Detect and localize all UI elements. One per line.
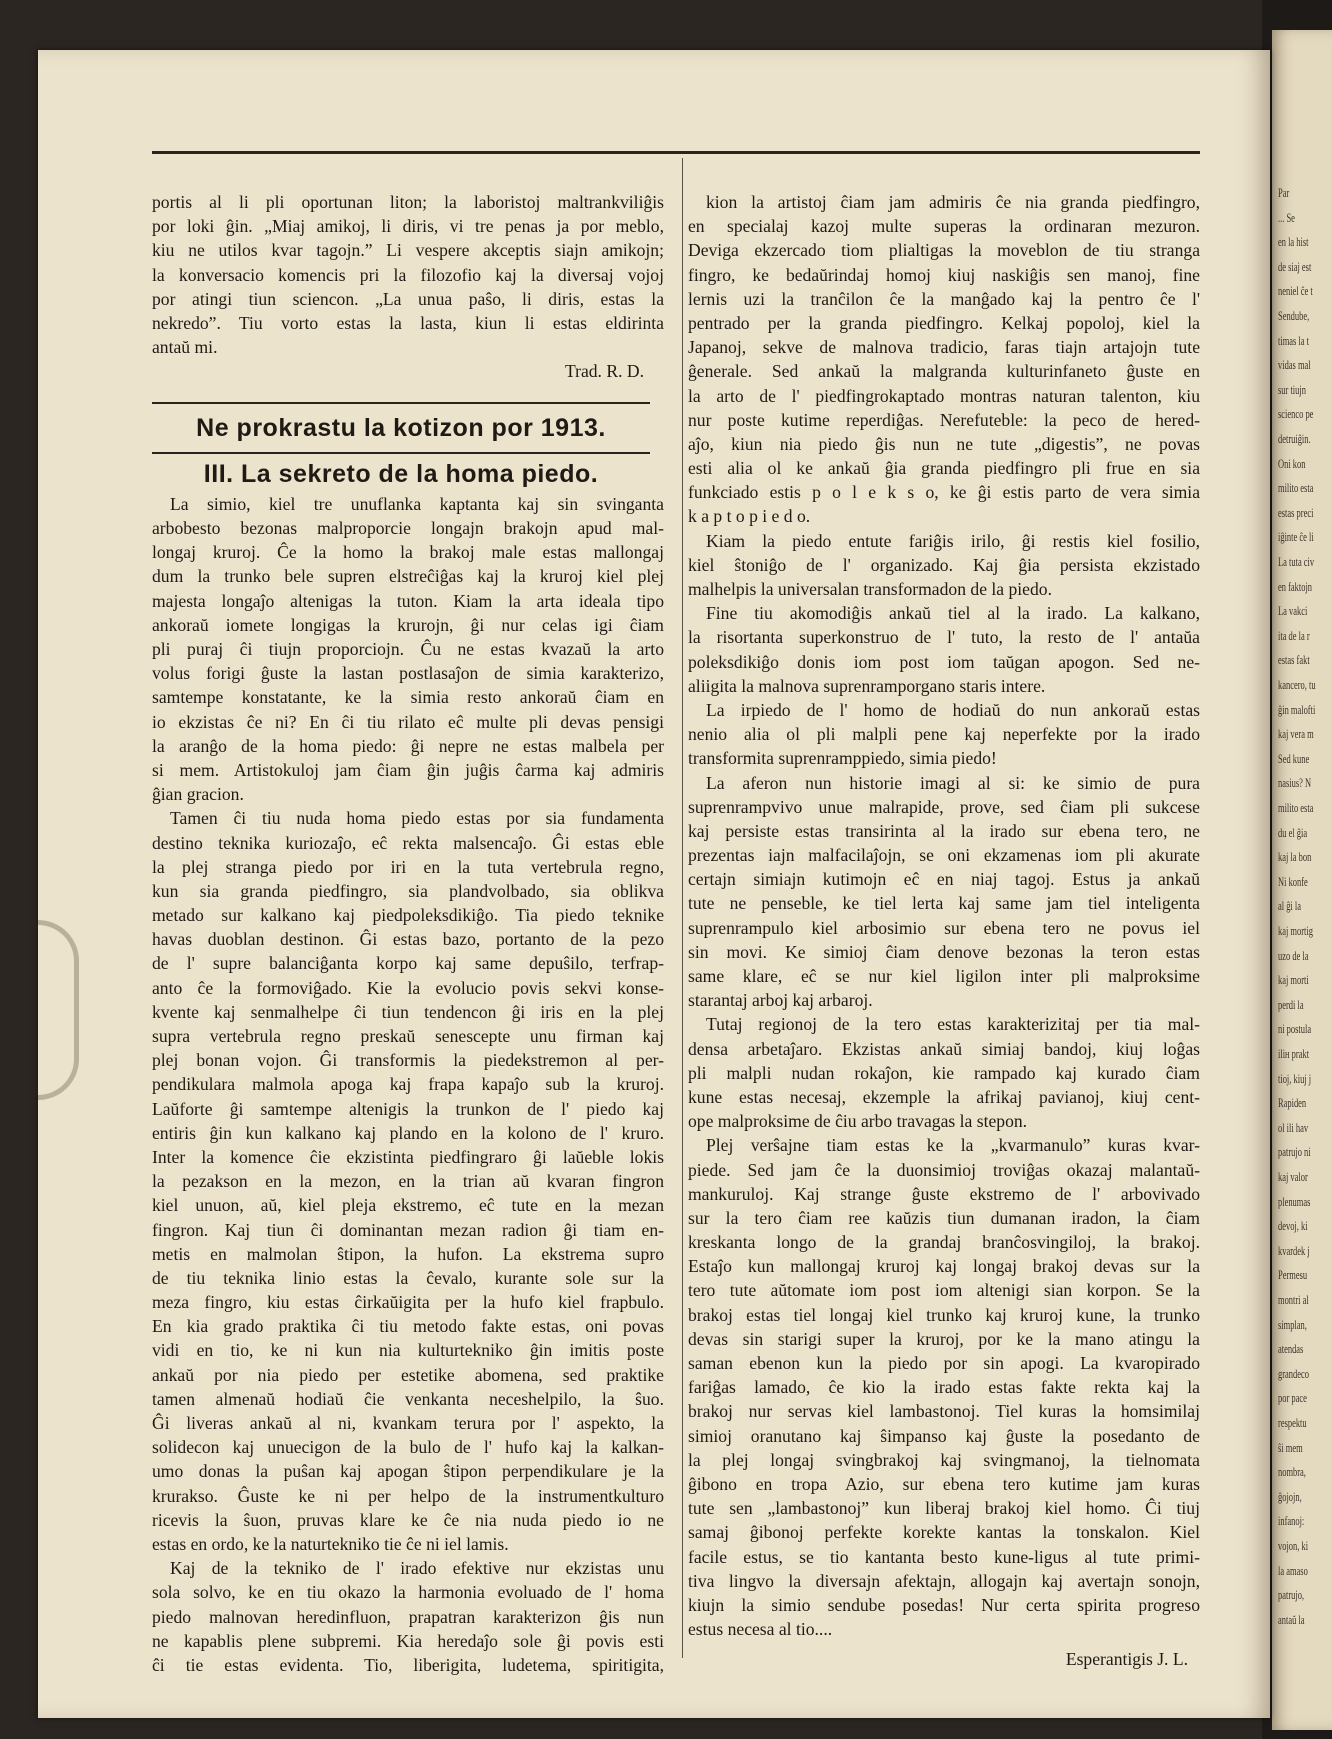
text-line: La aferon nun historie imagi al si: ke simio de pura [706,772,1200,793]
text-line: longaj kruroj. Ĉe la homo la brakoj male estas mallongaj [152,542,664,563]
text-line: piede. Sed jam ĉe la duonsimioj troviĝas okazaj malantaŭ- [688,1159,1200,1180]
text-line: la aranĝo de la homa piedo: ĝi nepre ne estas malbela per [152,735,664,756]
article-paragraph [688,771,1200,1013]
adjacent-page-fragment: timas la t [1278,332,1309,348]
text-line: Inter la komence ĉie ekzistinta piedfingraro ĝi laŭeble lokis [152,1146,664,1167]
text-line: tute sen „lambastonoj” kun liberaj brakoj kiel homo. Ĉi tiuj [688,1498,1200,1519]
adjacent-page-fragment: Permesu [1278,1267,1308,1283]
text-line: brakoj estas tiel longaj kiel trunko kaj kruroj kune, la trunko [688,1304,1200,1325]
text-line: devas sin starigi super la kruroj, por ke la mano atingu la [688,1328,1200,1349]
text-line: portis al li pli oportunan liton; la laboristoj maltrankviliĝis [152,192,664,212]
text-line: ricevis la ŝuon, pruvas klare ke ĉe nia nuda piedo io ne [152,1509,664,1530]
adjacent-page-fragment: iĝinte ĉe li [1278,529,1314,545]
adjacent-page-fragment: nasius? N [1278,775,1312,791]
adjacent-page-fragment: du el ĝia [1278,824,1308,840]
text-line: anto ĉe la formoviĝado. Kie la evolucio povis sekvi konse- [152,977,664,998]
text-line: supra vertebrula regno preskaŭ senescepte unu firman kaj [152,1026,664,1047]
text-line: Estaĵo kun mallongaj kruroj kaj longaj brakoj devas sur la [688,1256,1200,1277]
text-line: meza fingro, kiu estas ĉirkaŭigita per la hufo kiel frapbulo. [152,1292,664,1313]
adjacent-page-fragment: ĝojojn, [1278,1488,1302,1504]
adjacent-page-fragment: milito esta [1278,800,1314,815]
text-line: pli malpli nudan rokaĵon, kie rampado kaj kurado ĉiam [688,1062,1200,1083]
text-line: pli puraj ĉi tiujn proporciojn. Ĉu ne estas kvazaŭ la arto [152,639,664,660]
adjacent-page-fragment: montri al [1278,1292,1309,1307]
text-line: kiu ne utilos kvar tagojn.” Li vespere akceptis siajn amikojn; [152,240,664,261]
text-line: Plej verŝajne tiam estas ke la „kvarmanulo” kuras kvar- [706,1135,1200,1156]
right-column [688,190,1200,1671]
adjacent-page-fragment: detruiĝin. [1278,431,1311,446]
text-line: starantaj arboj kaj arbaroj. [688,990,873,1011]
column-divider [682,158,683,1658]
adjacent-page-fragment: patrujo ni [1278,1144,1311,1160]
adjacent-page-fragment: uzo de la [1278,947,1309,963]
text-line: pentrado per la granda piedfingro. Kelkaj popoloj, kiel la [688,312,1200,333]
adjacent-page-fragment: atendas [1278,1341,1304,1357]
adjacent-page-fragment: nombra, [1278,1464,1306,1480]
text-line: densa arbetaĵaro. Ekzistas ankaŭ simiaj bandoj, kiuj loĝas [688,1038,1200,1059]
text-line: umo donas la puŝan kaj apogan ŝtipon perpendikulare je la [152,1461,664,1482]
text-line: ĝian gracion. [152,784,244,805]
text-line: kvente kaj senmalhelpe ĉi tiun tendencon ĝi iris en la plej [152,1001,664,1022]
text-line: Kiam la piedo entute fariĝis irilo, ĝi restis kiel fosilio, [706,530,1200,551]
text-line: lernis uzi la tranĉilon ĉe la manĝado kaj la pentro ĉe l' [688,288,1200,309]
text-line: estus necesa al tio.... [688,1619,833,1640]
text-line: facile estus, se tio kantanta besto kune-ligus al tute primi- [688,1546,1200,1567]
translator-credit: Trad. R. D. [564,361,644,382]
text-line: fingron. Kaj tiun ĉi dominantan mezan radion ĝi tiam en- [152,1219,664,1240]
adjacent-page-fragment: en la hist [1278,234,1309,250]
text-line: por loki ĝin. „Miaj amikoj, li diris, vi tre penas ja por meblo, [152,216,664,237]
text-line: nenio alia ol pli malpli pene kaj neperfekte por la irado [688,724,1200,745]
text-line: kun sia granda piedfingro, sia plandvolbado, sia oblikva [152,880,664,901]
article-paragraph [688,1133,1200,1641]
adjacent-page-fragment: grandeco [1278,1365,1309,1381]
text-line: Ĝi liveras ankaŭ al ni, kvankam terura por l' aspekto, la [152,1413,664,1434]
text-line: fingro, ke bedaŭrindaj homoj kiuj naskiĝis sen manoj, fine [688,264,1200,285]
adjacent-page-fragment: ol ili hav [1278,1119,1309,1135]
adjacent-page-fragment: devoj, ki [1278,1218,1308,1234]
text-line: sur la tero ĉiam ree kaŭzis tiun dumanan iradon, la ĉiam [688,1207,1200,1228]
adjacent-page-fragment: ita de la r [1278,627,1310,643]
text-line: kreskanta longo de la grandaj branĉosvingiloj, la brakoj. [688,1232,1200,1253]
text-line: kiel unuon, aŭ, kiel pleja ekstremo, eĉ tute en la mezan [152,1195,664,1216]
text-line: brakoj nur servas kiel lambastonoj. Tiel kuras la homsimilaj [688,1401,1200,1422]
adjacent-page-fragment: estas preci [1278,504,1314,520]
text-line: La irpiedo de l' homo de hodiaŭ do nun ankoraŭ estas [706,699,1200,720]
text-line: la konversacio komencis pri la filozofio kaj la diversaj vojoj [152,264,664,285]
adjacent-page-fragment: de siaj est [1278,258,1312,274]
adjacent-page-fragment: en faktojn [1278,578,1313,594]
adjacent-page-fragment: Ni konfe [1278,873,1308,889]
text-line: aĵo, kiun nia piedo ĝis nun ne tute „digestis”, ne povas [688,433,1200,454]
adjacent-page-fragment: Oni kon [1278,455,1306,471]
text-line: sola solvo, ke en tiu okazo la harmonia evoluado de l' homa [152,1582,664,1603]
adjacent-page-fragment: plenumas [1278,1193,1311,1209]
adjacent-page-fragment: kaj la bon [1278,849,1312,865]
text-line: transformita suprenramppiedo, simia piedo! [688,748,997,769]
text-line: mankuruloj. Kaj strange ĝuste ekstremo de l' arbovivado [688,1183,1200,1204]
adjacent-page-fragment: respektu [1278,1415,1307,1430]
adjacent-page-fragment: estas fakt [1278,652,1310,668]
adjacent-page-fragment: milito esta [1278,480,1314,496]
text-line: ĝenerale. Sed ankaŭ la malgranda kulturinfaneto ĝuste en [688,361,1200,382]
text-line: aliigita la malnova suprenramporgano staris intere. [688,675,1046,696]
adjacent-page-fragment: kancero, tu [1278,677,1316,692]
text-line: k a p t o p i e d o. [688,506,811,527]
section-rule [152,452,650,454]
text-line: esti alia ol ke ankaŭ ĝia granda piedfingro pli frue en sia [688,458,1200,479]
article-paragraph [688,190,1200,529]
adjacent-page-fragment: al ĝi la [1278,898,1302,914]
text-line: la arto de l' piedfingrokaptado montras naturan talenton, kiu [688,385,1200,406]
text-line: Japanoj, sekve de malnova tradicio, faras tiajn artajojn tute [688,337,1200,358]
adjacent-page-fragment: ... Se [1278,209,1295,225]
text-line: de l' supre balanciĝanta korpo kaj same depuŝilo, terfrap- [152,953,664,974]
text-line: plej bonan vojon. Ĝi transformis la piedekstremon al per- [152,1050,664,1071]
section-rule [152,402,650,404]
adjacent-page-fragment: sur tiujn [1278,381,1306,397]
adjacent-page-fragment: Par [1278,185,1290,200]
signature: Esperantigis J. L. [1065,1649,1188,1670]
article-paragraph [152,806,664,1556]
text-line: pendikulara malmola apoga kaj frapa kapaĵo sub la kruroj. [152,1074,664,1095]
text-line: fariĝas lamado, ĉe kio la irado estas fakte rekta kaj la [688,1377,1200,1398]
adjacent-page-fragment: infanoj: [1278,1513,1305,1529]
text-line: samaj ĝibonoj perfekte korekte kantas la tonskalon. Kiel [688,1522,1200,1543]
text-line: por atingi tiun sciencon. „La unua paŝo, li diris, estas la [152,288,664,309]
text-line: ne kapablis plene subpremi. Kia heredaĵo sole ĝi povis esti [152,1630,664,1651]
text-line: tamen almenaŭ hodiaŭ ĉie venkanta neceshelpilo, la ŝuo. [152,1388,664,1409]
text-line: nekredo”. Tiu vorto estas la lasta, kiun li estas eldirinta [152,312,664,333]
text-line: en specialaj kazoj multe superas la ordinaran mezuron. [688,216,1200,237]
text-line: En kia grado praktika ĉi tiu metodo fakte estas, oni povas [152,1316,664,1337]
text-line: la plej stranga piedo por iri en la tuta vertebrula regno, [152,856,664,877]
text-line: io ekzistas ĉe ni? En ĉi tiu rilato eĉ multe pli devas pensigi [152,711,664,732]
text-line: same klare, eĉ se nur kiel ligilon inter pli malproksime [688,966,1200,986]
text-line: saman ebenon kun la piedo por sin apogi. La kvaropirado [688,1353,1200,1373]
left-column [152,190,664,1677]
adjacent-page-fragment: kaj mortig [1278,923,1313,938]
text-line: havas duoblan destinon. Ĝi estas bazo, portanto de la pezo [152,929,664,950]
text-line: simioj oranutano kaj ŝimpanso kaj ĝuste la posedanto de [688,1425,1200,1446]
text-line: ankaŭ por nia piedo per estetike abomena, sed praktike [152,1364,664,1385]
text-line: si mem. Artistokuloj jam ĉiam ĝin juĝis ĉarma kaj admiris [152,759,664,780]
text-line: kaj persiste estas transirinta al la irado sur ebena tero, ne [688,820,1200,841]
adjacent-page-fragment: Rapiden [1278,1095,1307,1111]
text-line: sin movi. Ke simioj ĉiam denove bezonas la teron estas [688,941,1200,962]
text-line: volus forigi ĝuste la lastan postlasaĵon de simia karakterizo, [152,663,664,684]
text-line: ankoraŭ iomete longigas la krurojn, ĝi nur celas igi ĉiam [152,614,664,635]
text-line: la risortanta superkonstruo de l' tuto, la resto de l' antaŭa [688,627,1200,648]
text-line: dum la trunko bele supren elstreĉiĝas kaj la kruroj kiel plej [152,566,664,587]
adjacent-page-fragment: vidas mal [1278,357,1311,373]
text-line: nur poste kutime reperdiĝas. Nerefuteble: la peco de hered- [688,409,1200,430]
text-line: antaŭ mi. [152,337,218,358]
article-paragraph [688,1012,1200,1133]
text-line: tute ne penseble, ke tiel lerta kaj same jam tiel inteligenta [688,893,1200,914]
text-line: suprenrampvivo unue malrapide, prove, sed ĉiam pli sukcese [688,796,1200,817]
article-paragraph [688,529,1200,602]
adjacent-page-fragment: kaj morti [1278,972,1309,988]
text-line: prezentas iajn malfacilaĵojn, se oni ekzamenas iom pli akurate [688,845,1200,866]
adjacent-page-fragment: tioj, kiuj j [1278,1070,1312,1086]
adjacent-page-fragment: antaŭ la [1278,1611,1305,1627]
text-line: tiva lingvo la diversajn afektajn, allogajn kaj avertajn sonojn, [688,1570,1200,1591]
text-line: ope malproksime de ĉiu arbo travagas la stepon. [688,1111,1028,1132]
adjacent-page-fragment: Sendube, [1278,308,1310,323]
text-line: destino teknika kuriozaĵo, eĉ rekta malsencaĵo. Ĝi estas eble [152,832,664,853]
text-line: vidi en tio, ke ni kun nia kulturtekniko ĝin imitis poste [152,1340,664,1361]
text-line: poleksdikiĝo donis iom post iom taŭgan apogon. Sed ne- [688,651,1200,672]
text-line: La simio, kiel tre unuflanka kaptanta kaj sin svinganta [170,493,664,514]
text-line: entiris ĝin kun kalkano kaj plando en la kolono de l' kruro. [152,1122,664,1143]
top-rule [152,151,1200,154]
text-line: suprenrampulo kiel arbosimio sur ebena tero ne povus iel [688,917,1200,938]
text-line: metado sur kalkano kaj piedpoleksdikiĝo. Tia piedo teknike [152,905,664,926]
text-line: la pezakson en la mezon, en la trian aŭ kvaran fingron [152,1171,664,1192]
adjacent-page-fragment: vojon, ki [1278,1538,1309,1553]
text-line: estas en ordo, ke la naturtekniko tie ĉe ni iel lamis. [152,1533,509,1554]
adjacent-page-fragment: kaj vera m [1278,726,1314,742]
adjacent-page-fragment: patrujo, [1278,1587,1305,1603]
text-line: arbobesto bezonas malproporcie longajn brakojn apud mal- [152,518,664,539]
adjacent-page-fragment: iliн prakt [1278,1046,1310,1061]
text-line: funkciado estis p o l e k s o, ke ĝi estis parto de vera simia [688,482,1200,503]
text-line: piedo malnovan heredinfluon, prapatran karakterizon ĝis nun [152,1606,664,1627]
adjacent-page-fragment: kvardek j [1278,1242,1310,1258]
text-line: samtempe konstatante, ke la simia resto ankoraŭ ĉiam en [152,687,664,708]
adjacent-page-fragment: ni postula [1278,1021,1312,1037]
adjacent-page-fragment: perdi la [1278,996,1304,1012]
text-line: ĝibono en tropa Azio, sur ebena tero kutime jam kuras [688,1473,1200,1494]
adjacent-page [1272,30,1332,1730]
text-line: Tamen ĉi tiu nuda homa piedo estas por sia fundamenta [170,808,664,829]
text-line: malhelpis la universalan transformadon de la piedo. [688,579,1052,599]
article-paragraph [152,492,664,806]
text-line: certajn simiajn kutimojn eĉ en niaj tagoj. Estus ja ankaŭ [688,869,1200,890]
text-line: metis en malmolan ŝtipon, la hufon. La ekstrema supro [152,1243,664,1264]
article-paragraph [688,698,1200,771]
adjacent-page-fragment: la amaso [1278,1562,1308,1578]
text-line: Tutaj regionoj de la tero estas karakterizitaj per tia mal- [706,1014,1200,1035]
text-line: krurakso. Ĝuste ke ni per helpo de la instrumentkulturo [152,1485,664,1506]
text-line: majesta longaĵo altenigas la tuton. Kiam la arta ideala tipo [152,590,664,611]
article-paragraph [688,601,1200,698]
adjacent-page-fragment: scienco pe [1278,406,1314,422]
binding-clip-mark [38,920,79,1100]
text-line: ĉi tie estas evidenta. Tio, liberigita, ludetema, spiritigita, [152,1654,664,1675]
article-title: III. La sekreto de la homa piedo. [203,459,599,488]
adjacent-page-fragment: La tuta civ [1278,554,1315,569]
text-line: kiujn la simio sendube posedas! Nur certa spirita progreso [688,1594,1200,1615]
text-line: Fine tiu akomodiĝis ankaŭ tiel al la irado. La kalkano, [706,603,1200,624]
adjacent-page-fragment: neniel ĉe t [1278,283,1313,299]
adjacent-page-fragment: ŝi mem [1278,1439,1303,1455]
notice-heading: Ne prokrastu la kotizon por 1913. [196,413,606,442]
adjacent-page-fragment: por pace [1278,1390,1307,1406]
adjacent-page-fragment: Sed kune [1278,750,1310,766]
text-line: Deviga ekzercado tiom plialtigas la moveblon de tiu stranga [688,240,1200,261]
text-line: kiel ŝtoniĝo de l' organizado. Kaj ĝia persista ekzistado [688,554,1200,575]
text-line: kion la artistoj ĉiam jam admiris ĉe nia granda piedfingro, [706,192,1200,212]
intro-paragraph [152,190,664,359]
adjacent-page-fragment: ĝin malofti [1278,701,1316,717]
text-line: Kaj de la tekniko de l' irado efektive nur ekzistas unu [170,1558,664,1579]
adjacent-page-fragment: La vakci [1278,603,1308,619]
text-line: solidecon kaj unuecigon de la bulo de l' hufo kaj la kalkan- [152,1437,664,1458]
article-paragraph [152,1556,664,1677]
text-line: la plej longaj svingbrakoj kaj svingmanoj, la tielnomata [688,1449,1200,1470]
adjacent-page-fragment: simplan, [1278,1316,1307,1332]
text-line: kune estas necesaj, ekzemple la afrikaj pavianoj, kiuj cent- [688,1086,1200,1107]
text-line: de tiu teknika linio estas la ĉevalo, kurante sole sur la [152,1267,664,1288]
text-line: tero tute aŭtomate iom post iom altenigi sian korpon. Se la [688,1280,1200,1301]
text-line: Laŭforte ĝi samtempe altenigis la trunkon de l' piedo kaj [152,1098,664,1119]
adjacent-page-fragment: kaj valor [1278,1169,1308,1184]
